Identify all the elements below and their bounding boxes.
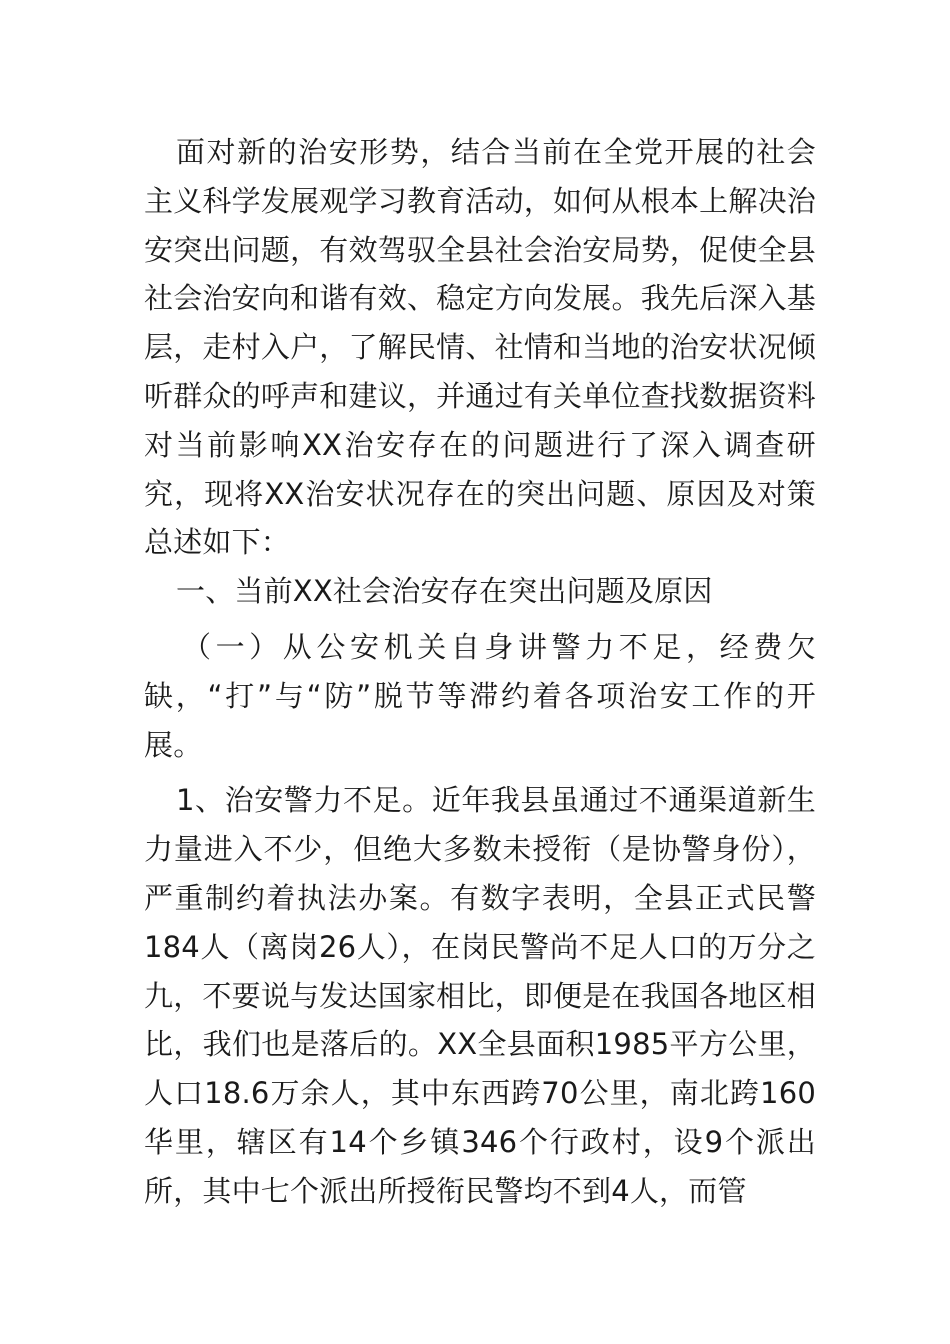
subsection-heading: （一）从公安机关自身讲警力不足，经费欠缺，“打”与“防”脱节等滞约着各项治安工作的开展。 xyxy=(144,629,816,762)
section-heading: 一、当前XX社会治安存在突出问题及原因 xyxy=(176,574,713,609)
intro-paragraph: 面对新的治安形势，结合当前在全党开展的社会主义科学发展观学习教育活动，如何从根本上解决治安突出问题，有效驾驭全县社会治安局势，促使全县社会治安向和谐有效、稳定方向发展。我先后深入基层，走村入户，了解民情、社情和当地的治安状况倾听群众的呼声和建议，并通过有关单位查找数据资料对当前影响XX治安存在的问题进行了深入调查研究，现将XX治安状况存在的突出问题、原因及对策总述如下： xyxy=(144,135,816,560)
document-body xyxy=(144,128,816,1216)
point-paragraph: 1、治安警力不足。近年我县虽通过不通渠道新生力量进入不少，但绝大多数未授衔（是协警身份），严重制约着执法办案。有数字表明，全县正式民警184人（离岗26人），在岗民警尚不足人口的万分之九，不要说与发达国家相比，即便是在我国各地区相比，我们也是落后的。XX全县面积1985平方公里，人口18.6万余人，其中东西跨70公里，南北跨160华里，辖区有14个乡镇346个行政村，设9个派出所，其中七个派出所授衔民警均不到4人，而管 xyxy=(144,783,816,1208)
